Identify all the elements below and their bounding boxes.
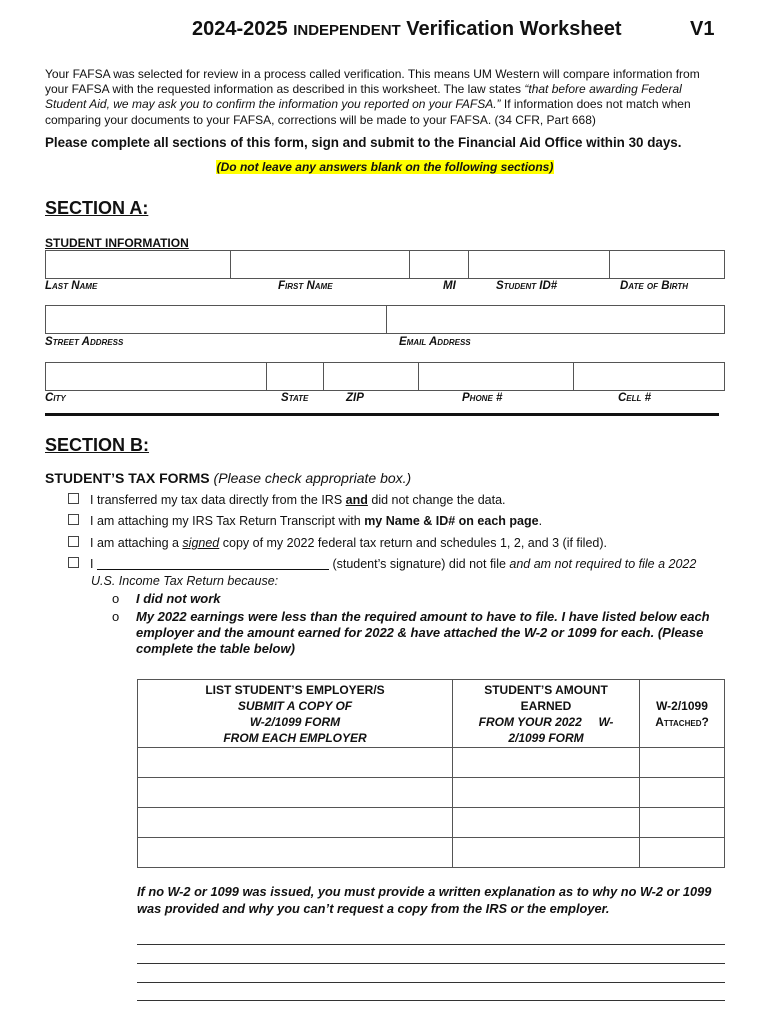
- option-text: I am attaching my IRS Tax Return Transcript with: [90, 514, 365, 528]
- employer-table: [137, 679, 725, 868]
- checkbox-irs-transfer[interactable]: [68, 493, 79, 504]
- checkbox-did-not-file[interactable]: [68, 557, 79, 568]
- checkbox-signed-tax-return[interactable]: [68, 536, 79, 547]
- option-signed-tax-return: [68, 536, 607, 550]
- title-suffix: Verification Worksheet: [400, 18, 622, 40]
- option-text: I: [90, 557, 97, 571]
- header-line: W-2/1099 FORM: [249, 714, 341, 729]
- table-header-row: [138, 680, 725, 748]
- table-row: [138, 838, 725, 868]
- header-line: FROM YOUR 2022: [478, 714, 582, 729]
- header-line: 2/1099 FORM: [508, 730, 584, 745]
- student-information-heading: STUDENT INFORMATION: [45, 236, 189, 250]
- intro-paragraph: [45, 67, 725, 128]
- email-address-label: Email Address: [399, 336, 471, 348]
- option-emphasis: and: [345, 493, 368, 507]
- attached-cell[interactable]: [640, 778, 725, 808]
- last-name-field[interactable]: [46, 251, 231, 278]
- no-blank-notice: [0, 160, 770, 174]
- worksheet-title: [192, 18, 622, 41]
- option-emphasis: my Name & ID# on each page: [364, 514, 539, 528]
- header-line: W-2/1099: [656, 698, 708, 713]
- employer-cell[interactable]: [138, 748, 453, 778]
- option-text: (student’s signature) did not file: [332, 557, 510, 571]
- bullet-marker: o: [112, 609, 120, 624]
- mi-field[interactable]: [410, 251, 469, 278]
- amount-cell[interactable]: [453, 778, 640, 808]
- header-line: FROM EACH EMPLOYER: [223, 730, 367, 745]
- header-line: W-: [598, 714, 614, 729]
- section-divider: [45, 413, 719, 416]
- option-text: .: [538, 514, 543, 528]
- intro-text: Your FAFSA was selected for review in a process called verification. This means UM Western will compare information from your FAFSA with the requested information as described in this worksheet. The law states: [45, 67, 700, 97]
- attached-column-header: [640, 680, 725, 748]
- table-row: [138, 778, 725, 808]
- option-did-not-file: [68, 557, 696, 571]
- table-row: [138, 748, 725, 778]
- date-of-birth-label: Date of Birth: [620, 280, 689, 292]
- mi-label: MI: [443, 280, 456, 292]
- explanation-line[interactable]: [137, 944, 725, 945]
- student-signature-line[interactable]: [97, 557, 329, 570]
- attached-cell[interactable]: [640, 748, 725, 778]
- completion-instructions: Please complete all sections of this form, sign and submit to the Financial Aid Office within 30 days.: [45, 135, 682, 150]
- option-emphasis: signed: [182, 536, 220, 550]
- intro-text-end: If information does not match when comparing your documents to your FAFSA, corrections will be made to your FAFSA. (34 CFR, Part 668): [45, 97, 691, 127]
- header-line: EARNED: [520, 698, 572, 713]
- street-address-label: Street Address: [45, 336, 124, 348]
- first-name-field[interactable]: [231, 251, 410, 278]
- phone-label: Phone #: [462, 392, 503, 404]
- option-irs-transcript: [68, 514, 542, 528]
- checkbox-irs-transcript[interactable]: [68, 514, 79, 525]
- intro-law-quote: “that before awarding Federal Student Aid, we may ask you to confirm the information you reported on your FAFSA.”: [45, 82, 682, 112]
- table-row: [138, 808, 725, 838]
- city-field[interactable]: [46, 363, 267, 390]
- section-b-heading: SECTION B:: [45, 435, 150, 455]
- section-a-heading: SECTION A:: [45, 198, 149, 218]
- amount-cell[interactable]: [453, 838, 640, 868]
- date-of-birth-field[interactable]: [610, 251, 724, 278]
- explanation-instructions: If no W-2 or 1099 was issued, you must provide a written explanation as to why no W-2 or 1099 was provided and why you can’t request a copy from the IRS or the employer.: [137, 884, 712, 916]
- state-label: State: [281, 392, 309, 404]
- email-address-field[interactable]: [387, 306, 724, 333]
- explanation-line[interactable]: [137, 1000, 725, 1001]
- header-line: Attached?: [655, 714, 709, 729]
- option-text: I am attaching a: [90, 536, 183, 550]
- attached-cell[interactable]: [640, 838, 725, 868]
- student-info-row-2: [45, 305, 725, 334]
- option-text: and am not required to file a 2022: [509, 557, 697, 571]
- title-independent: INDEPENDENT: [293, 22, 401, 39]
- last-name-label: Last Name: [45, 280, 98, 292]
- version-label: V1: [690, 18, 715, 40]
- explanation-line[interactable]: [137, 982, 725, 983]
- reason-text: I did not work: [136, 591, 221, 606]
- attached-cell[interactable]: [640, 808, 725, 838]
- reason-did-not-work[interactable]: [112, 591, 221, 607]
- city-label: City: [45, 392, 66, 404]
- explanation-line[interactable]: [137, 963, 725, 964]
- employer-column-header: [138, 680, 453, 748]
- header-line: STUDENT’S AMOUNT: [484, 682, 608, 697]
- bullet-marker: o: [112, 591, 120, 606]
- phone-field[interactable]: [419, 363, 574, 390]
- first-name-label: First Name: [278, 280, 333, 292]
- student-id-field[interactable]: [469, 251, 610, 278]
- reason-earnings-below-threshold[interactable]: [112, 609, 727, 657]
- tax-forms-heading: [45, 470, 411, 486]
- cell-field[interactable]: [574, 363, 724, 390]
- no-blank-text: (Do not leave any answers blank on the following sections): [216, 160, 554, 174]
- zip-field[interactable]: [324, 363, 419, 390]
- option-continuation: U.S. Income Tax Return because:: [91, 574, 279, 588]
- tax-forms-title: STUDENT’S TAX FORMS: [45, 470, 210, 486]
- header-line: LIST STUDENT’S EMPLOYER/S: [205, 682, 385, 697]
- cell-label: Cell #: [618, 392, 652, 404]
- employer-cell[interactable]: [138, 838, 453, 868]
- option-text: did not change the data.: [367, 493, 506, 507]
- title-year: 2024-2025: [192, 18, 294, 40]
- amount-cell[interactable]: [453, 748, 640, 778]
- state-field[interactable]: [267, 363, 324, 390]
- student-id-label: Student ID#: [496, 280, 558, 292]
- amount-column-header: [453, 680, 640, 748]
- reason-text: My 2022 earnings were less than the required amount to have to file. I have listed below each employer and the amount earned for 2022 & have attached the W-2 or 1099 for each. (Please complete the table below): [136, 609, 710, 656]
- student-info-row-1: [45, 250, 725, 279]
- tax-forms-note: (Please check appropriate box.): [213, 470, 412, 486]
- street-address-field[interactable]: [46, 306, 387, 333]
- header-line: SUBMIT A COPY OF: [237, 698, 353, 713]
- option-irs-transfer: [68, 493, 506, 507]
- student-info-row-3: [45, 362, 725, 391]
- amount-cell[interactable]: [453, 808, 640, 838]
- zip-label: ZIP: [346, 392, 364, 404]
- option-text: I transferred my tax data directly from the IRS: [90, 493, 346, 507]
- employer-cell[interactable]: [138, 778, 453, 808]
- option-text: copy of my 2022 federal tax return and schedules 1, 2, and 3 (if filed).: [219, 536, 607, 550]
- page-title: [0, 18, 770, 46]
- employer-cell[interactable]: [138, 808, 453, 838]
